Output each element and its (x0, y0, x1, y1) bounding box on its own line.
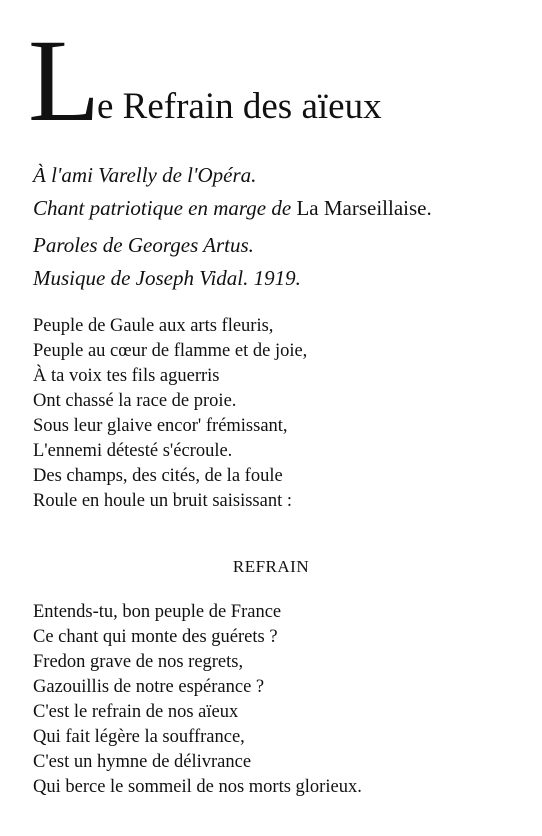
subtitle-work-title: La Marseillaise. (296, 196, 432, 220)
refrain-line: Ce chant qui monte des guérets ? (33, 627, 278, 647)
verse-stanza (33, 314, 533, 514)
refrain-stanza (33, 600, 533, 800)
verse-line: Des champs, des cités, de la foule (33, 466, 283, 486)
verse-line: Peuple au cœur de flamme et de joie, (33, 341, 308, 361)
title-text: e Refrain des aïeux (97, 86, 382, 127)
refrain-heading: REFRAIN (232, 557, 310, 576)
refrain-line: C'est un hymne de délivrance (33, 752, 252, 772)
drop-cap: L (28, 15, 101, 146)
verse-line: À ta voix tes fils aguerris (33, 366, 220, 386)
refrain-line: Qui berce le sommeil de nos morts glorieux. (33, 777, 362, 797)
page-title (22, 15, 532, 146)
dedication: À l'ami Varelly de l'Opéra. (33, 163, 257, 187)
verse-line: L'ennemi détesté s'écroule. (33, 441, 233, 461)
subtitle (33, 192, 533, 225)
header-notes (33, 159, 533, 295)
music-credit: Musique de Joseph Vidal. 1919. (33, 266, 301, 290)
refrain-line: C'est le refrain de nos aïeux (33, 702, 239, 722)
verse-line: Sous leur glaive encor' frémissant, (33, 416, 288, 436)
verse-line: Peuple de Gaule aux arts fleuris, (33, 316, 274, 336)
verse-line: Roule en houle un bruit saisissant : (33, 491, 292, 511)
verse-line: Ont chassé la race de proie. (33, 391, 237, 411)
lyrics-credit: Paroles de Georges Artus. (33, 233, 254, 257)
refrain-line: Gazouillis de notre espérance ? (33, 677, 265, 697)
refrain-line: Fredon grave de nos regrets, (33, 652, 244, 672)
subtitle-italic: Chant patriotique en marge de (33, 196, 297, 220)
refrain-line: Entends-tu, bon peuple de France (33, 602, 282, 622)
refrain-line: Qui fait légère la souffrance, (33, 727, 245, 747)
